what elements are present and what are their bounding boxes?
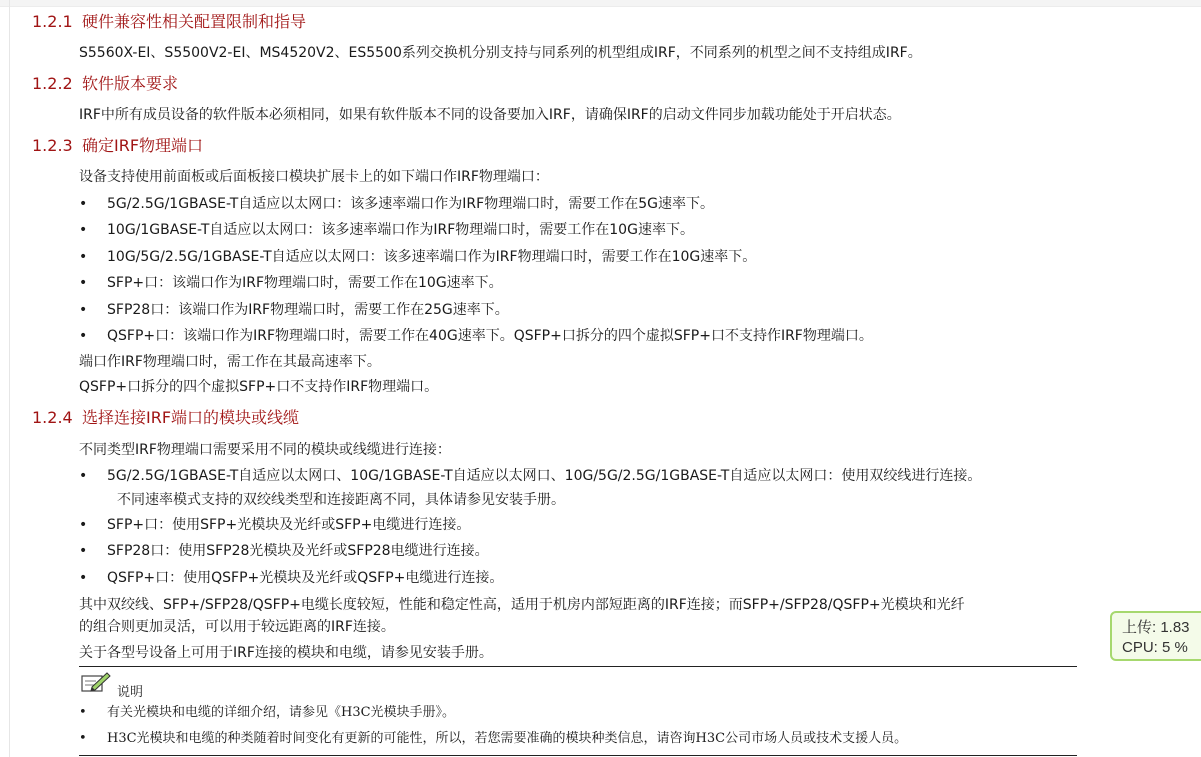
paragraph: 的组合则更加灵活，可以用于较远距离的IRF连接。 bbox=[79, 619, 395, 635]
list-item-text: 5G/2.5G/1GBASE-T自适应以太网口、10G/1GBASE-T自适应以太网口、10G/5G/2.5G/1GBASE-T自适应以太网口：使用双绞线进行连接。 bbox=[107, 468, 982, 484]
section-title: 硬件兼容性相关配置限制和指导 bbox=[82, 12, 307, 31]
bullet: • bbox=[79, 517, 88, 533]
list-item-text: SFP+口：该端口作为IRF物理端口时，需要工作在10G速率下。 bbox=[107, 275, 503, 291]
paragraph: QSFP+口拆分的四个虚拟SFP+口不支持作IRF物理端口。 bbox=[79, 379, 439, 395]
bullet: • bbox=[79, 249, 88, 265]
list-item-text: QSFP+口：使用QSFP+光模块及光纤或QSFP+电缆进行连接。 bbox=[107, 570, 504, 586]
list-item-text: SFP+口：使用SFP+光模块及光纤或SFP+电缆进行连接。 bbox=[107, 517, 471, 533]
list-item-text: SFP28口：使用SFP28光模块及光纤或SFP28电缆进行连接。 bbox=[107, 543, 489, 559]
section-heading-1-2-2 bbox=[32, 74, 178, 94]
section-heading-1-2-3 bbox=[32, 136, 203, 156]
bullet: • bbox=[79, 222, 88, 238]
bullet: • bbox=[79, 196, 88, 212]
bullet: • bbox=[79, 275, 88, 291]
list-item-text: 10G/5G/2.5G/1GBASE-T自适应以太网口：该多速率端口作为IRF物理端口时，需要工作在10G速率下。 bbox=[107, 249, 757, 265]
section-heading-1-2-4 bbox=[32, 408, 299, 428]
pencil-note-icon bbox=[80, 670, 112, 694]
section-number: 1.2.4 bbox=[32, 408, 73, 427]
note-item-text: 有关光模块和电缆的详细介绍，请参见《H3C光模块手册》。 bbox=[107, 705, 456, 720]
list-item-text: QSFP+口：该端口作为IRF物理端口时，需要工作在40G速率下。QSFP+口拆分的四个虚拟SFP+口不支持作IRF物理端口。 bbox=[107, 328, 873, 344]
bullet: • bbox=[79, 302, 88, 318]
paragraph: 其中双绞线、SFP+/SFP28/QSFP+电缆长度较短，性能和稳定性高，适用于机房内部短距离的IRF连接；而SFP+/SFP28/QSFP+光模块和光纤 bbox=[79, 597, 965, 613]
paragraph-intro: 设备支持使用前面板或后面板接口模块扩展卡上的如下端口作IRF物理端口： bbox=[79, 169, 549, 185]
list-item-text: 5G/2.5G/1GBASE-T自适应以太网口：该多速率端口作为IRF物理端口时，需要工作在5G速率下。 bbox=[107, 196, 714, 212]
section-number: 1.2.2 bbox=[32, 74, 73, 93]
bullet: • bbox=[79, 570, 88, 586]
upload-speed: 上传: 1.83 bbox=[1122, 619, 1190, 636]
section-heading-1-2-1 bbox=[32, 12, 306, 32]
note-item-text: H3C光模块和电缆的种类随着时间变化有更新的可能性，所以，若您需要准确的模块种类信息，请咨询H3C公司市场人员或技术支援人员。 bbox=[107, 731, 908, 746]
note-top-divider bbox=[79, 666, 1077, 667]
bullet: • bbox=[79, 328, 88, 344]
list-item-text: SFP28口：该端口作为IRF物理端口时，需要工作在25G速率下。 bbox=[107, 302, 509, 318]
paragraph: 端口作IRF物理端口时，需工作在其最高速率下。 bbox=[79, 354, 381, 370]
section-title: 确定IRF物理端口 bbox=[82, 136, 204, 155]
bullet: • bbox=[79, 705, 87, 720]
section-title: 软件版本要求 bbox=[82, 74, 179, 93]
paragraph: IRF中所有成员设备的软件版本必须相同，如果有软件版本不同的设备要加入IRF，请确保IRF的启动文件同步加载功能处于开启状态。 bbox=[79, 107, 901, 123]
paragraph: S5560X-EI、S5500V2-EI、MS4520V2、ES5500系列交换机分别支持与同系列的机型组成IRF，不同系列的机型之间不支持组成IRF。 bbox=[79, 45, 922, 61]
list-item-text-continued: 不同速率模式支持的双绞线类型和连接距离不同，具体请参见安装手册。 bbox=[117, 492, 565, 508]
system-monitor-widget[interactable] bbox=[1110, 611, 1201, 661]
note-label: 说明 bbox=[117, 685, 144, 700]
section-number: 1.2.3 bbox=[32, 136, 73, 155]
paragraph-intro: 不同类型IRF物理端口需要采用不同的模块或线缆进行连接： bbox=[79, 442, 451, 458]
section-title: 选择连接IRF端口的模块或线缆 bbox=[82, 408, 300, 427]
list-item-text: 10G/1GBASE-T自适应以太网口：该多速率端口作为IRF物理端口时，需要工作在10G速率下。 bbox=[107, 222, 694, 238]
bullet: • bbox=[79, 543, 88, 559]
cpu-usage: CPU: 5 % bbox=[1122, 639, 1188, 656]
section-number: 1.2.1 bbox=[32, 12, 73, 31]
bullet: • bbox=[79, 468, 88, 484]
note-bottom-divider bbox=[79, 755, 1077, 756]
bullet: • bbox=[79, 731, 87, 746]
paragraph: 关于各型号设备上可用于IRF连接的模块和电缆，请参见安装手册。 bbox=[79, 645, 493, 661]
